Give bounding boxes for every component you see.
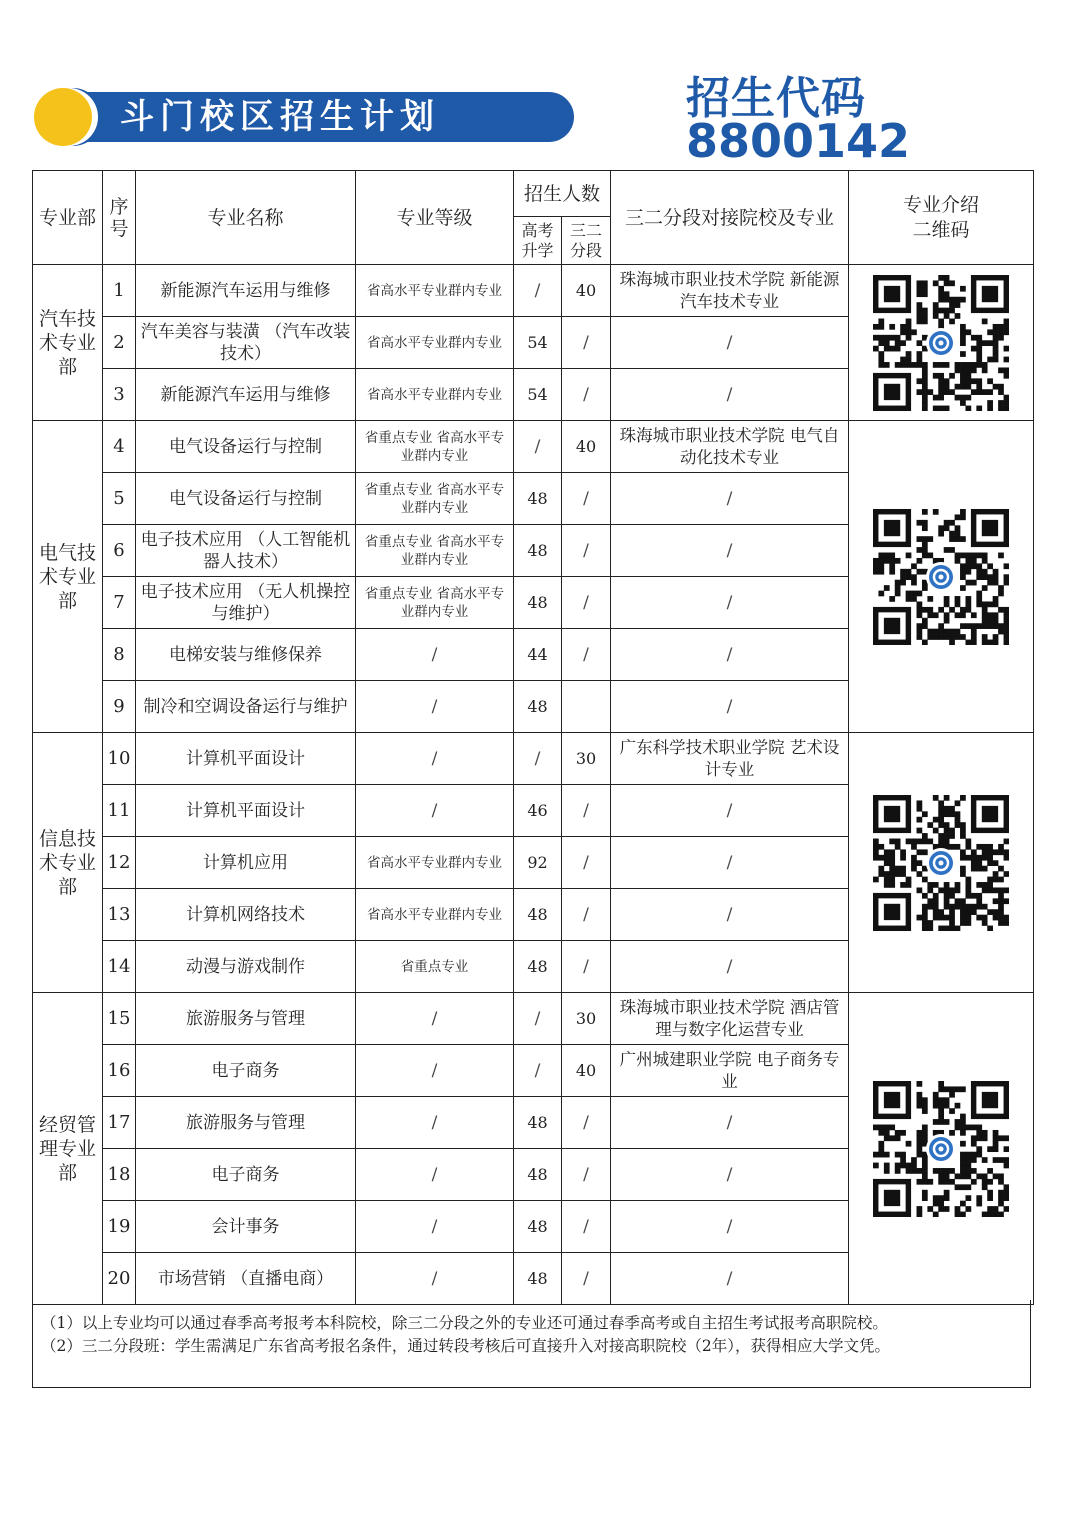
seq-cell <box>103 1149 136 1201</box>
major-name-cell-text: 电子技术应用 （无人机操控与维护） <box>140 581 351 624</box>
partner-school-cell-text: 广东科学技术职业学院 艺术设计专业 <box>619 737 840 779</box>
major-name-cell <box>136 1201 356 1253</box>
major-level-cell <box>356 317 514 369</box>
major-name-cell <box>136 265 356 317</box>
major-level-cell-text: / <box>431 696 438 717</box>
qr-code-icon[interactable] <box>849 275 1033 411</box>
major-name-cell-text: 旅游服务与管理 <box>186 1112 305 1133</box>
sane-count-cell <box>562 889 611 941</box>
gaokao-count-cell <box>514 1253 562 1305</box>
major-name-cell-text: 新能源汽车运用与维修 <box>160 280 331 301</box>
sane-count-cell <box>562 681 611 733</box>
qr-code-cell <box>849 993 1034 1305</box>
major-name-cell <box>136 421 356 473</box>
seq-cell-text: 17 <box>107 1111 131 1133</box>
partner-school-cell <box>611 577 849 629</box>
gaokao-count-cell <box>514 421 562 473</box>
header-level: 专业等级 <box>356 171 514 265</box>
seq-cell <box>103 473 136 525</box>
seq-cell <box>103 265 136 317</box>
partner-school-cell-text: / <box>726 540 733 561</box>
gaokao-count-cell <box>514 317 562 369</box>
sane-count-cell-text: / <box>583 1164 589 1185</box>
major-name-cell <box>136 889 356 941</box>
major-name-cell-text: 电子技术应用 （人工智能机器人技术） <box>140 529 351 572</box>
partner-school-cell <box>611 837 849 889</box>
major-level-cell <box>356 1149 514 1201</box>
partner-school-cell-text: / <box>726 800 733 821</box>
partner-school-cell-text: 珠海城市职业技术学院 新能源汽车技术专业 <box>619 269 840 311</box>
major-name-cell <box>136 369 356 421</box>
seq-cell-text: 9 <box>113 695 125 717</box>
major-name-cell-text: 旅游服务与管理 <box>186 1008 305 1029</box>
header-name: 专业名称 <box>136 171 356 265</box>
gaokao-count-cell-text: / <box>534 1008 541 1029</box>
major-name-cell <box>136 525 356 577</box>
major-level-cell-text: / <box>431 748 438 769</box>
seq-cell <box>103 785 136 837</box>
major-name-cell <box>136 317 356 369</box>
qr-code-cell <box>849 421 1034 733</box>
major-level-cell-text: 省重点专业 省高水平专业群内专业 <box>364 585 505 620</box>
seq-cell <box>103 1253 136 1305</box>
partner-school-cell <box>611 681 849 733</box>
partner-school-cell-text: / <box>726 904 733 925</box>
dept-label: 汽车技术专业部 <box>38 307 96 378</box>
gaokao-count-cell-text: 48 <box>527 540 548 560</box>
partner-school-cell-text: / <box>726 384 733 405</box>
header-gaokao <box>514 217 562 265</box>
header-school: 三二分段对接院校及专业 <box>611 171 849 265</box>
major-level-cell <box>356 681 514 733</box>
gaokao-count-cell <box>514 369 562 421</box>
major-name-cell-text: 电子商务 <box>211 1164 280 1185</box>
seq-cell <box>103 889 136 941</box>
gaokao-count-cell-text: 48 <box>527 488 548 508</box>
major-level-cell-text: / <box>431 800 438 821</box>
major-level-cell-text: 省重点专业 <box>400 958 469 975</box>
major-name-cell-text: 计算机应用 <box>203 852 288 873</box>
gaokao-count-cell <box>514 993 562 1045</box>
major-level-cell-text: 省高水平专业群内专业 <box>367 386 502 403</box>
partner-school-cell <box>611 785 849 837</box>
major-name-cell-text: 新能源汽车运用与维修 <box>160 384 331 405</box>
seq-cell-text: 12 <box>107 851 131 873</box>
gaokao-count-cell-text: / <box>534 280 541 301</box>
header-gaokao-text: 高考升学 <box>521 220 554 260</box>
gaokao-count-cell <box>514 941 562 993</box>
note-2: （2）三二分段班：学生需满足广东省高考报名条件，通过转段考核后可直接升入对接高职院校（2年），获得相应大学文凭。 <box>41 1337 890 1355</box>
major-level-cell <box>356 369 514 421</box>
sane-count-cell <box>562 785 611 837</box>
major-level-cell-text: / <box>431 1008 438 1029</box>
header-sane-text: 三二分段 <box>569 220 602 260</box>
sane-count-cell <box>562 629 611 681</box>
gaokao-count-cell <box>514 577 562 629</box>
seq-cell <box>103 629 136 681</box>
sane-count-cell <box>562 993 611 1045</box>
gaokao-count-cell <box>514 681 562 733</box>
major-level-cell <box>356 785 514 837</box>
major-level-cell <box>356 993 514 1045</box>
sane-count-cell-text: / <box>583 488 589 509</box>
major-name-cell <box>136 1253 356 1305</box>
major-level-cell-text: 省高水平专业群内专业 <box>367 334 502 351</box>
partner-school-cell-text: 珠海城市职业技术学院 电气自动化技术专业 <box>619 425 840 467</box>
gaokao-count-cell <box>514 265 562 317</box>
major-name-cell <box>136 1097 356 1149</box>
sane-count-cell <box>562 733 611 785</box>
major-name-cell <box>136 785 356 837</box>
enrollment-table <box>32 170 1034 1305</box>
partner-school-cell <box>611 265 849 317</box>
qr-code-cell <box>849 733 1034 993</box>
partner-school-cell <box>611 473 849 525</box>
sane-count-cell <box>562 525 611 577</box>
gaokao-count-cell <box>514 1045 562 1097</box>
partner-school-cell-text: / <box>726 592 733 613</box>
partner-school-cell <box>611 1201 849 1253</box>
header-qr-text: 专业介绍二维码 <box>903 193 980 241</box>
sane-count-cell-text: / <box>583 332 589 353</box>
note-1: （1）以上专业均可以通过春季高考报考本科院校，除三二分段之外的专业还可通过春季高考或自主招生考试报考高职院校。 <box>41 1314 888 1332</box>
major-name-cell <box>136 1149 356 1201</box>
seq-cell-text: 7 <box>113 591 125 613</box>
partner-school-cell-text: / <box>726 1216 733 1237</box>
sane-count-cell <box>562 1201 611 1253</box>
dept-label: 经贸管理专业部 <box>38 1113 96 1184</box>
gaokao-count-cell <box>514 629 562 681</box>
seq-cell <box>103 1045 136 1097</box>
gaokao-count-cell-text: 92 <box>527 852 548 872</box>
sane-count-cell-text: / <box>583 644 589 665</box>
partner-school-cell <box>611 889 849 941</box>
major-level-cell <box>356 733 514 785</box>
sane-count-cell <box>562 577 611 629</box>
partner-school-cell-text: 珠海城市职业技术学院 酒店管理与数字化运营专业 <box>619 997 840 1039</box>
gaokao-count-cell-text: 54 <box>527 332 548 352</box>
seq-cell-text: 4 <box>113 435 125 457</box>
partner-school-cell <box>611 369 849 421</box>
seq-cell <box>103 993 136 1045</box>
major-name-cell-text: 会计事务 <box>211 1216 280 1237</box>
seq-cell-text: 18 <box>107 1163 131 1185</box>
gaokao-count-cell-text: 54 <box>527 384 548 404</box>
major-level-cell <box>356 265 514 317</box>
major-level-cell-text: / <box>431 644 438 665</box>
major-level-cell <box>356 1253 514 1305</box>
partner-school-cell-text: / <box>726 332 733 353</box>
partner-school-cell <box>611 1149 849 1201</box>
table-row <box>33 733 1034 785</box>
enrollment-code-label: 招生代码 <box>686 73 866 124</box>
major-level-cell-text: 省重点专业 省高水平专业群内专业 <box>364 429 505 464</box>
partner-school-cell-text: / <box>726 852 733 873</box>
major-name-cell <box>136 993 356 1045</box>
sane-count-cell <box>562 941 611 993</box>
major-name-cell <box>136 837 356 889</box>
major-name-cell-text: 市场营销 （直播电商） <box>157 1268 334 1289</box>
major-name-cell-text: 电梯安装与维修保养 <box>169 644 322 665</box>
partner-school-cell-text: / <box>726 1268 733 1289</box>
page-title: 斗门校区招生计划 <box>120 97 440 137</box>
partner-school-cell <box>611 525 849 577</box>
seq-cell-text: 13 <box>107 903 131 925</box>
sane-count-cell <box>562 1045 611 1097</box>
gaokao-count-cell-text: 48 <box>527 1216 548 1236</box>
partner-school-cell <box>611 1045 849 1097</box>
partner-school-cell <box>611 317 849 369</box>
sane-count-cell-text: 40 <box>575 436 597 456</box>
header-sane <box>562 217 611 265</box>
header-seq <box>103 171 136 265</box>
major-level-cell-text: / <box>431 1164 438 1185</box>
major-level-cell-text: 省重点专业 省高水平专业群内专业 <box>364 481 505 516</box>
qr-code-icon[interactable] <box>849 509 1033 645</box>
seq-cell-text: 5 <box>113 487 125 509</box>
dept-cell <box>33 265 103 421</box>
major-name-cell <box>136 577 356 629</box>
seq-cell-text: 6 <box>113 539 125 561</box>
seq-cell <box>103 1097 136 1149</box>
sane-count-cell-text: 40 <box>575 280 597 300</box>
gaokao-count-cell-text: 48 <box>527 1268 548 1288</box>
major-name-cell <box>136 681 356 733</box>
gaokao-count-cell <box>514 473 562 525</box>
gaokao-count-cell <box>514 525 562 577</box>
gaokao-count-cell-text: 48 <box>527 904 548 924</box>
title-banner <box>34 88 574 144</box>
qr-code-icon[interactable] <box>849 1081 1033 1217</box>
partner-school-cell-text: / <box>726 1164 733 1185</box>
major-name-cell <box>136 941 356 993</box>
major-name-cell-text: 计算机网络技术 <box>186 904 305 925</box>
major-level-cell <box>356 941 514 993</box>
sane-count-cell-text: / <box>583 1216 589 1237</box>
partner-school-cell <box>611 421 849 473</box>
sane-count-cell-text: / <box>583 540 589 561</box>
gaokao-count-cell <box>514 733 562 785</box>
partner-school-cell <box>611 941 849 993</box>
banner-circle-icon <box>34 88 92 146</box>
gaokao-count-cell <box>514 889 562 941</box>
sane-count-cell-text: / <box>583 800 589 821</box>
notes-box <box>32 1300 1031 1388</box>
major-level-cell <box>356 473 514 525</box>
seq-cell-text: 14 <box>107 955 131 977</box>
major-name-cell <box>136 733 356 785</box>
seq-cell-text: 15 <box>107 1007 131 1029</box>
qr-code-icon[interactable] <box>849 795 1033 931</box>
seq-cell <box>103 941 136 993</box>
major-level-cell-text: 省高水平专业群内专业 <box>367 282 502 299</box>
major-level-cell <box>356 577 514 629</box>
partner-school-cell-text: / <box>726 1112 733 1133</box>
major-level-cell-text: / <box>431 1268 438 1289</box>
major-level-cell <box>356 421 514 473</box>
major-name-cell-text: 计算机平面设计 <box>186 748 305 769</box>
sane-count-cell <box>562 369 611 421</box>
sane-count-cell <box>562 1253 611 1305</box>
major-name-cell-text: 制冷和空调设备运行与维护 <box>143 696 348 717</box>
seq-cell <box>103 317 136 369</box>
header-qr <box>849 171 1034 265</box>
partner-school-cell-text: 广州城建职业学院 电子商务专业 <box>619 1049 840 1091</box>
major-level-cell-text: / <box>431 1060 438 1081</box>
dept-label: 信息技术专业部 <box>38 827 96 898</box>
seq-cell <box>103 577 136 629</box>
sane-count-cell-text: / <box>583 852 589 873</box>
sane-count-cell <box>562 1149 611 1201</box>
seq-cell-text: 10 <box>107 747 131 769</box>
seq-cell-text: 8 <box>113 643 125 665</box>
seq-cell <box>103 837 136 889</box>
seq-cell-text: 19 <box>107 1215 131 1237</box>
sane-count-cell-text: / <box>583 592 589 613</box>
major-name-cell <box>136 629 356 681</box>
enrollment-code-value: 8800142 <box>686 114 911 168</box>
gaokao-count-cell-text: / <box>534 436 541 457</box>
sane-count-cell <box>562 421 611 473</box>
seq-cell <box>103 681 136 733</box>
partner-school-cell-text: / <box>726 956 733 977</box>
partner-school-cell <box>611 1253 849 1305</box>
partner-school-cell-text: / <box>726 644 733 665</box>
major-level-cell <box>356 629 514 681</box>
gaokao-count-cell-text: / <box>534 1060 541 1081</box>
seq-cell <box>103 421 136 473</box>
major-name-cell-text: 电子商务 <box>211 1060 280 1081</box>
sane-count-cell <box>562 473 611 525</box>
dept-cell <box>33 993 103 1305</box>
sane-count-cell-text: / <box>583 904 589 925</box>
major-name-cell <box>136 473 356 525</box>
seq-cell <box>103 1201 136 1253</box>
table-row <box>33 265 1034 317</box>
partner-school-cell <box>611 1097 849 1149</box>
major-name-cell-text: 动漫与游戏制作 <box>186 956 305 977</box>
major-level-cell <box>356 1045 514 1097</box>
dept-cell <box>33 733 103 993</box>
major-name-cell <box>136 1045 356 1097</box>
header-seq-text: 序号 <box>109 195 129 240</box>
dept-cell <box>33 421 103 733</box>
gaokao-count-cell <box>514 785 562 837</box>
sane-count-cell <box>562 265 611 317</box>
gaokao-count-cell-text: 48 <box>527 956 548 976</box>
sane-count-cell-text: / <box>583 384 589 405</box>
major-level-cell <box>356 1097 514 1149</box>
major-name-cell-text: 汽车美容与装潢 （汽车改装技术） <box>140 321 351 364</box>
gaokao-count-cell-text: 48 <box>527 592 548 612</box>
gaokao-count-cell-text: 48 <box>527 1112 548 1132</box>
dept-label: 电气技术专业部 <box>38 541 96 612</box>
qr-code-cell <box>849 265 1034 421</box>
major-name-cell-text: 电气设备运行与控制 <box>169 488 322 509</box>
seq-cell <box>103 733 136 785</box>
sane-count-cell-text: / <box>583 1112 589 1133</box>
seq-cell-text: 16 <box>107 1059 131 1081</box>
major-level-cell <box>356 889 514 941</box>
major-level-cell <box>356 1201 514 1253</box>
sane-count-cell-text: / <box>583 956 589 977</box>
seq-cell-text: 1 <box>113 279 125 301</box>
major-level-cell-text: 省重点专业 省高水平专业群内专业 <box>364 533 505 568</box>
gaokao-count-cell-text: 48 <box>527 1164 548 1184</box>
major-level-cell <box>356 837 514 889</box>
partner-school-cell-text: / <box>726 696 733 717</box>
major-name-cell-text: 计算机平面设计 <box>186 800 305 821</box>
seq-cell-text: 11 <box>107 799 131 821</box>
gaokao-count-cell-text: 44 <box>527 644 548 664</box>
seq-cell-text: 2 <box>113 331 125 353</box>
gaokao-count-cell <box>514 1201 562 1253</box>
table-row <box>33 421 1034 473</box>
gaokao-count-cell-text: / <box>534 748 541 769</box>
gaokao-count-cell-text: 46 <box>527 800 548 820</box>
major-level-cell-text: 省高水平专业群内专业 <box>367 854 502 871</box>
major-level-cell <box>356 525 514 577</box>
seq-cell-text: 20 <box>107 1267 131 1289</box>
seq-cell <box>103 369 136 421</box>
major-level-cell-text: 省高水平专业群内专业 <box>367 906 502 923</box>
header-enroll: 招生人数 <box>514 171 611 217</box>
partner-school-cell-text: / <box>726 488 733 509</box>
table-row <box>33 993 1034 1045</box>
partner-school-cell <box>611 733 849 785</box>
partner-school-cell <box>611 993 849 1045</box>
partner-school-cell <box>611 629 849 681</box>
sane-count-cell-text: 40 <box>575 1060 597 1080</box>
seq-cell <box>103 525 136 577</box>
sane-count-cell <box>562 837 611 889</box>
gaokao-count-cell-text: 48 <box>527 696 548 716</box>
sane-count-cell-text: 30 <box>575 748 597 768</box>
major-name-cell-text: 电气设备运行与控制 <box>169 436 322 457</box>
sane-count-cell <box>562 1097 611 1149</box>
major-level-cell-text: / <box>431 1112 438 1133</box>
gaokao-count-cell <box>514 1097 562 1149</box>
seq-cell-text: 3 <box>113 383 125 405</box>
major-level-cell-text: / <box>431 1216 438 1237</box>
sane-count-cell <box>562 317 611 369</box>
sane-count-cell-text: / <box>583 1268 589 1289</box>
gaokao-count-cell <box>514 1149 562 1201</box>
sane-count-cell-text: 30 <box>575 1008 597 1028</box>
gaokao-count-cell <box>514 837 562 889</box>
header-dept: 专业部 <box>33 171 103 265</box>
